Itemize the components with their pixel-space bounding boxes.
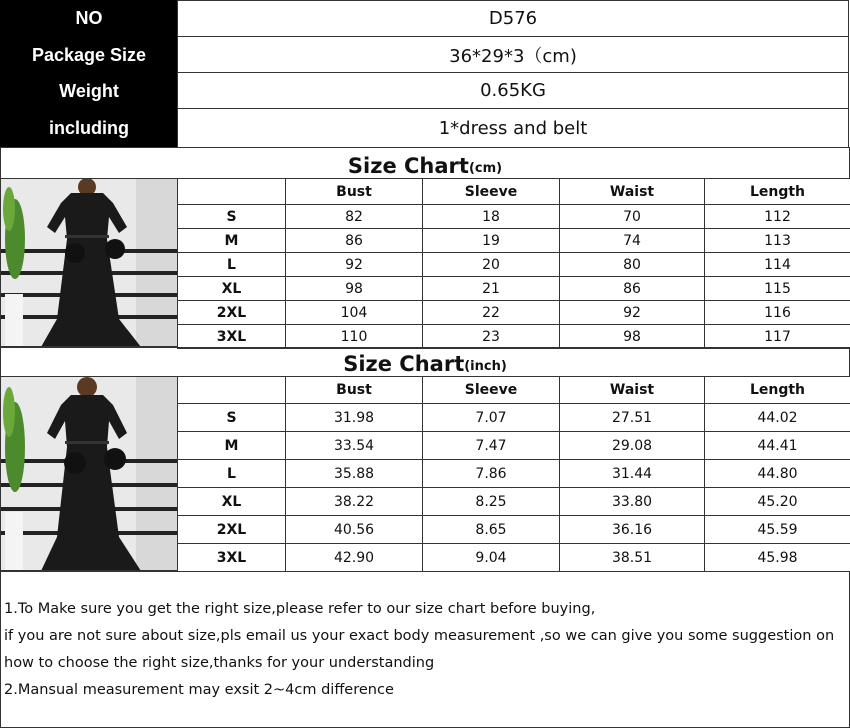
cell: 21 bbox=[423, 277, 560, 301]
table-row bbox=[178, 229, 850, 253]
size-label: S bbox=[178, 404, 286, 432]
cell: 7.47 bbox=[423, 432, 560, 460]
cell: 116 bbox=[705, 301, 850, 325]
cell: 42.90 bbox=[286, 544, 423, 572]
cell: 38.22 bbox=[286, 488, 423, 516]
dress-photo-image bbox=[1, 377, 178, 571]
info-value-package-size: 36*29*3（cm) bbox=[177, 36, 849, 73]
size-label: 3XL bbox=[178, 544, 286, 572]
size-label: 2XL bbox=[178, 301, 286, 325]
header-waist: Waist bbox=[560, 377, 705, 404]
table-row bbox=[178, 301, 850, 325]
note-line: 1.To Make sure you get the right size,please refer to our size chart before buying, bbox=[4, 601, 596, 617]
corner-cell bbox=[178, 179, 286, 205]
cell: 44.02 bbox=[705, 404, 850, 432]
cell: 8.65 bbox=[423, 516, 560, 544]
cell: 33.80 bbox=[560, 488, 705, 516]
dress-photo-cm bbox=[0, 178, 178, 347]
table-row bbox=[178, 432, 850, 460]
cell: 86 bbox=[560, 277, 705, 301]
size-label: M bbox=[178, 229, 286, 253]
info-label-no: NO bbox=[0, 0, 178, 37]
info-label-including: including bbox=[0, 109, 178, 148]
cell: 92 bbox=[286, 253, 423, 277]
info-value-including: 1*dress and belt bbox=[177, 108, 849, 148]
cell: 44.41 bbox=[705, 432, 850, 460]
header-sleeve: Sleeve bbox=[423, 179, 560, 205]
header-sleeve: Sleeve bbox=[423, 377, 560, 404]
header-length: Length bbox=[705, 377, 850, 404]
dress-photo-image bbox=[1, 179, 178, 347]
cell: 20 bbox=[423, 253, 560, 277]
cell: 8.25 bbox=[423, 488, 560, 516]
size-label: 3XL bbox=[178, 325, 286, 349]
table-row bbox=[178, 488, 850, 516]
cell: 7.07 bbox=[423, 404, 560, 432]
table-row bbox=[178, 404, 850, 432]
cell: 40.56 bbox=[286, 516, 423, 544]
header-length: Length bbox=[705, 179, 850, 205]
header-bust: Bust bbox=[286, 377, 423, 404]
cell: 33.54 bbox=[286, 432, 423, 460]
size-label: XL bbox=[178, 488, 286, 516]
cell: 31.98 bbox=[286, 404, 423, 432]
table-row bbox=[178, 205, 850, 229]
table-row bbox=[178, 253, 850, 277]
cell: 80 bbox=[560, 253, 705, 277]
cell: 9.04 bbox=[423, 544, 560, 572]
cell: 31.44 bbox=[560, 460, 705, 488]
size-label: XL bbox=[178, 277, 286, 301]
notes-box bbox=[0, 571, 850, 728]
size-label: 2XL bbox=[178, 516, 286, 544]
cell: 18 bbox=[423, 205, 560, 229]
cell: 36.16 bbox=[560, 516, 705, 544]
size-table-cm bbox=[177, 178, 850, 349]
table-row bbox=[178, 544, 850, 572]
cell: 113 bbox=[705, 229, 850, 253]
corner-cell bbox=[178, 377, 286, 404]
header-waist: Waist bbox=[560, 179, 705, 205]
cell: 110 bbox=[286, 325, 423, 349]
info-label-weight: Weight bbox=[0, 73, 178, 109]
cell: 19 bbox=[423, 229, 560, 253]
header-bust: Bust bbox=[286, 179, 423, 205]
cell: 74 bbox=[560, 229, 705, 253]
table-row bbox=[178, 325, 850, 349]
cell: 104 bbox=[286, 301, 423, 325]
cell: 23 bbox=[423, 325, 560, 349]
cell: 7.86 bbox=[423, 460, 560, 488]
table-row bbox=[178, 516, 850, 544]
cell: 82 bbox=[286, 205, 423, 229]
dress-photo-inch bbox=[0, 376, 178, 571]
size-chart-inch-title: Size Chart (inch) bbox=[0, 347, 850, 376]
note-line: how to choose the right size,thanks for your understanding bbox=[4, 655, 435, 671]
cell: 45.20 bbox=[705, 488, 850, 516]
cell: 45.98 bbox=[705, 544, 850, 572]
cell: 117 bbox=[705, 325, 850, 349]
note-line: 2.Mansual measurement may exsit 2~4cm difference bbox=[4, 682, 394, 698]
info-value-weight: 0.65KG bbox=[177, 72, 849, 109]
table-row bbox=[178, 460, 850, 488]
cell: 114 bbox=[705, 253, 850, 277]
cell: 38.51 bbox=[560, 544, 705, 572]
cell: 70 bbox=[560, 205, 705, 229]
cell: 115 bbox=[705, 277, 850, 301]
size-label: L bbox=[178, 460, 286, 488]
info-block bbox=[0, 0, 850, 148]
cell: 27.51 bbox=[560, 404, 705, 432]
cell: 35.88 bbox=[286, 460, 423, 488]
cell: 92 bbox=[560, 301, 705, 325]
size-label: L bbox=[178, 253, 286, 277]
table-row bbox=[178, 277, 850, 301]
cell: 98 bbox=[286, 277, 423, 301]
cell: 45.59 bbox=[705, 516, 850, 544]
info-value-no: D576 bbox=[177, 0, 849, 37]
cell: 98 bbox=[560, 325, 705, 349]
note-line: if you are not sure about size,pls email us your exact body measurement ,so we can give you some suggestion on bbox=[4, 628, 835, 644]
size-label: S bbox=[178, 205, 286, 229]
size-label: M bbox=[178, 432, 286, 460]
cell: 29.08 bbox=[560, 432, 705, 460]
cell: 86 bbox=[286, 229, 423, 253]
cell: 22 bbox=[423, 301, 560, 325]
size-table-inch bbox=[177, 376, 850, 572]
cell: 112 bbox=[705, 205, 850, 229]
cell: 44.80 bbox=[705, 460, 850, 488]
size-chart-cm-title: Size Chart (cm) bbox=[0, 147, 850, 178]
info-label-package-size: Package Size bbox=[0, 37, 178, 73]
